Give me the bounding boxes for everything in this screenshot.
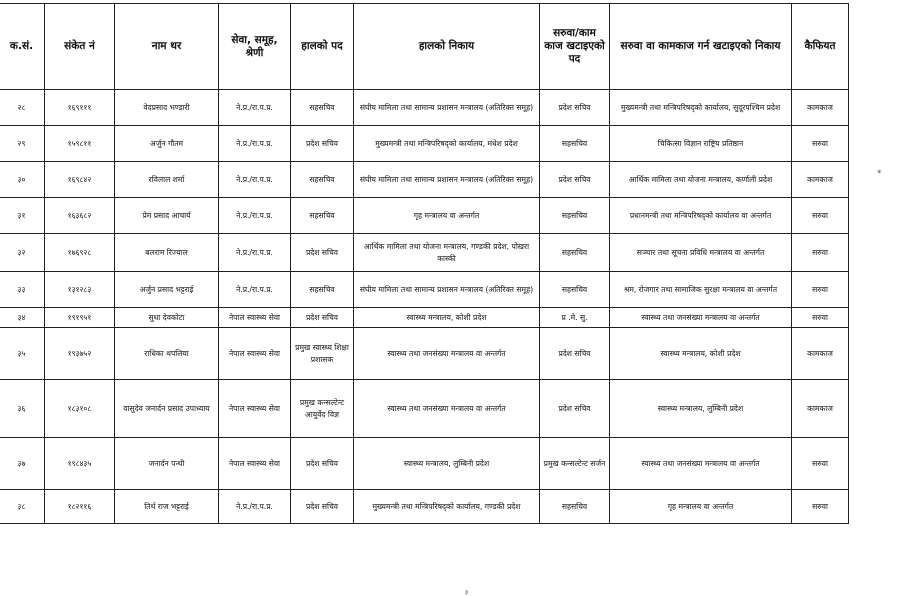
col-transfer-post-cell: प्रदेश सचिव	[540, 162, 610, 198]
col-current-office-cell: गृह मन्त्रालय वा अन्तर्गत	[354, 198, 540, 234]
col-current-office-cell: स्वास्थ्य तथा जनसंख्या मन्त्रालय वा अन्तर्गत	[354, 328, 540, 380]
col-code-cell: १९१९५१	[45, 308, 115, 328]
col-current-office-cell: संघीय मामिला तथा सामान्य प्रशासन मन्त्रालय (अतिरिक्त समूह)	[354, 162, 540, 198]
col-remarks-cell: कामकाज	[792, 162, 849, 198]
col-current-post-cell: सहसचिव	[291, 272, 354, 308]
col-transfer-office-cell: स्वास्थ्य मन्त्रालय, कोशी प्रदेश	[610, 328, 792, 380]
col-transfer-office-cell: आर्थिक मामिला तथा योजना मन्त्रालय, कर्णाली प्रदेश	[610, 162, 792, 198]
stray-asterisk: *	[877, 169, 882, 179]
col-transfer-post-cell: प्रमुख कन्सल्टेन्ट सर्जन	[540, 438, 610, 490]
table-row	[0, 162, 849, 198]
col-code-cell: १३१२८३	[45, 272, 115, 308]
col-name-cell: अर्जुन प्रसाद भट्टराई	[115, 272, 219, 308]
col-remarks-cell: सरुवा	[792, 126, 849, 162]
col-current-office-cell: स्वास्थ्य मन्त्रालय, लुम्बिनी प्रदेश	[354, 438, 540, 490]
col-current-office-cell: आर्थिक मामिला तथा योजना मन्त्रालय, गण्डकी प्रदेश, पोखरा कास्की	[354, 234, 540, 272]
table-row	[0, 198, 849, 234]
col-serial-cell: ३१	[0, 198, 45, 234]
col-transfer-office-cell: गृह मन्त्रालय वा अन्तर्गत	[610, 490, 792, 524]
col-transfer-office-cell: चिकित्सा विज्ञान राष्ट्रिय प्रतिष्ठान	[610, 126, 792, 162]
col-remarks-cell: सरुवा	[792, 438, 849, 490]
col-current-post-header: हालको पद	[291, 4, 354, 90]
col-current-post-cell: सहसचिव	[291, 162, 354, 198]
col-transfer-post-cell: सहसचिव	[540, 490, 610, 524]
col-current-post-cell: प्रदेश सचिव	[291, 126, 354, 162]
col-name-cell: जनार्दन पन्थी	[115, 438, 219, 490]
transfer-table	[0, 3, 849, 524]
col-transfer-office-cell: स्वास्थ्य तथा जनसंख्या मन्त्रालय वा अन्तर्गत	[610, 308, 792, 328]
col-transfer-post-cell: सहसचिव	[540, 126, 610, 162]
col-service-cell: ने.प्र./रा.प.प्र.	[219, 490, 291, 524]
col-transfer-post-cell: प्रदेश सचिव	[540, 328, 610, 380]
col-transfer-office-header: सरुवा वा कामकाज गर्न खटाइएको निकाय	[610, 4, 792, 90]
col-serial-header: क.सं.	[0, 4, 45, 90]
col-serial-cell: २९	[0, 126, 45, 162]
col-current-post-cell: प्रदेश सचिव	[291, 308, 354, 328]
table-row	[0, 490, 849, 524]
table-row	[0, 272, 849, 308]
col-serial-cell: २८	[0, 90, 45, 126]
col-serial-cell: ३३	[0, 272, 45, 308]
col-current-post-cell: प्रदेश सचिव	[291, 490, 354, 524]
col-transfer-office-cell: प्रधानमन्त्री तथा मन्त्रिपरिषद्को कार्यालय वा अन्तर्गत	[610, 198, 792, 234]
col-current-post-cell: सहसचिव	[291, 198, 354, 234]
col-remarks-header: कैफियत	[792, 4, 849, 90]
col-service-cell: नेपाल स्वास्थ्य सेवा	[219, 308, 291, 328]
col-serial-cell: ३७	[0, 438, 45, 490]
col-current-office-cell: संघीय मामिला तथा सामान्य प्रशासन मन्त्रालय (अतिरिक्त समूह)	[354, 272, 540, 308]
page-number: ३	[465, 589, 469, 596]
col-current-office-cell: मुख्यमन्त्री तथा मन्त्रिपरिषद्को कार्यालय, मधेश प्रदेश	[354, 126, 540, 162]
col-code-cell: १६९१११	[45, 90, 115, 126]
col-transfer-office-cell: मुख्यमन्त्री तथा मन्त्रिपरिषद्को कार्यालय, सुदूरपश्चिम प्रदेश	[610, 90, 792, 126]
table-body	[0, 90, 849, 524]
col-remarks-cell: कामकाज	[792, 90, 849, 126]
col-serial-cell: ३२	[0, 234, 45, 272]
col-current-post-cell: सहसचिव	[291, 90, 354, 126]
col-code-cell: १६३६८२	[45, 198, 115, 234]
table-row	[0, 380, 849, 438]
col-name-cell: तिर्थ राज भट्टराई	[115, 490, 219, 524]
col-transfer-post-cell: सहसचिव	[540, 234, 610, 272]
col-transfer-office-cell: स्वास्थ्य मन्त्रालय, लुम्बिनी प्रदेश	[610, 380, 792, 438]
col-remarks-cell: सरुवा	[792, 490, 849, 524]
col-code-cell: १६९८४२	[45, 162, 115, 198]
table-row	[0, 438, 849, 490]
col-code-cell: १९८४३५	[45, 438, 115, 490]
col-name-cell: सुधा देवकोटा	[115, 308, 219, 328]
col-code-cell: १९३७५२	[45, 328, 115, 380]
col-name-cell: प्रेम प्रसाद आचार्य	[115, 198, 219, 234]
col-serial-cell: ३४	[0, 308, 45, 328]
col-transfer-post-cell: प्र .मे. सु.	[540, 308, 610, 328]
col-current-office-cell: स्वास्थ्य मन्त्रालय, कोशी प्रदेश	[354, 308, 540, 328]
col-current-post-cell: प्रमुख कन्सल्टेन्ट आयुर्वेद विज्ञ	[291, 380, 354, 438]
col-serial-cell: ३६	[0, 380, 45, 438]
col-service-cell: ने.प्र./रा.प.प्र.	[219, 198, 291, 234]
table-row	[0, 308, 849, 328]
col-name-cell: अर्जुन गौतम	[115, 126, 219, 162]
table-header-row	[0, 4, 849, 90]
col-serial-cell: ३५	[0, 328, 45, 380]
col-transfer-post-header: सरुवा/काम काज खटाइएको पद	[540, 4, 610, 90]
col-remarks-cell: कामकाज	[792, 328, 849, 380]
col-code-cell: १५९८११	[45, 126, 115, 162]
col-current-office-cell: संघीय मामिला तथा सामान्य प्रशासन मन्त्रालय (अतिरिक्त समूह)	[354, 90, 540, 126]
col-service-cell: नेपाल स्वास्थ्य सेवा	[219, 438, 291, 490]
col-transfer-post-cell: प्रदेश सचिव	[540, 90, 610, 126]
col-remarks-cell: सरुवा	[792, 198, 849, 234]
col-transfer-office-cell: सञ्चार तथा सूचना प्रविधि मन्त्रालय वा अन्तर्गत	[610, 234, 792, 272]
col-serial-cell: ३८	[0, 490, 45, 524]
col-code-header: संकेत नं	[45, 4, 115, 90]
table-row	[0, 126, 849, 162]
col-current-post-cell: प्रदेश सचिव	[291, 234, 354, 272]
col-name-cell: वेदप्रसाद भण्डारी	[115, 90, 219, 126]
col-transfer-post-cell: प्रदेश सचिव	[540, 380, 610, 438]
col-current-office-header: हालको निकाय	[354, 4, 540, 90]
table-row	[0, 234, 849, 272]
col-name-cell: बलराम रिज्याल	[115, 234, 219, 272]
col-remarks-cell: सरुवा	[792, 234, 849, 272]
col-name-cell: वासुदेव जनार्दन प्रसाद उपाध्याय	[115, 380, 219, 438]
col-service-cell: नेपाल स्वास्थ्य सेवा	[219, 380, 291, 438]
col-service-header: सेवा, समूह, श्रेणी	[219, 4, 291, 90]
col-service-cell: ने.प्र./रा.प.प्र.	[219, 234, 291, 272]
col-name-header: नाम थर	[115, 4, 219, 90]
col-code-cell: १७६९२८	[45, 234, 115, 272]
col-service-cell: ने.प्र./रा.प.प्र.	[219, 162, 291, 198]
col-service-cell: नेपाल स्वास्थ्य सेवा	[219, 328, 291, 380]
col-current-post-cell: प्रमुख स्वास्थ्य शिक्षा प्रशासक	[291, 328, 354, 380]
col-remarks-cell: सरुवा	[792, 308, 849, 328]
col-current-office-cell: स्वास्थ्य तथा जनसंख्या मन्त्रालय वा अन्तर्गत	[354, 380, 540, 438]
col-name-cell: रविलाल शर्मा	[115, 162, 219, 198]
table-row	[0, 90, 849, 126]
col-remarks-cell: सरुवा	[792, 272, 849, 308]
col-current-office-cell: मुख्यमन्त्री तथा मन्त्रिपरिषद्को कार्यालय, गण्डकी प्रदेश	[354, 490, 540, 524]
col-transfer-office-cell: स्वास्थ्य तथा जनसंख्या मन्त्रालय वा अन्तर्गत	[610, 438, 792, 490]
col-transfer-post-cell: सहसचिव	[540, 272, 610, 308]
col-transfer-post-cell: सहसचिव	[540, 198, 610, 234]
col-service-cell: ने.प्र./रा.प.प्र.	[219, 272, 291, 308]
col-remarks-cell: कामकाज	[792, 380, 849, 438]
col-serial-cell: ३०	[0, 162, 45, 198]
col-code-cell: १८३१०८	[45, 380, 115, 438]
col-name-cell: राधिका थपलिया	[115, 328, 219, 380]
table-row	[0, 328, 849, 380]
col-service-cell: ने.प्र./रा.प.प्र.	[219, 90, 291, 126]
col-current-post-cell: प्रदेश सचिव	[291, 438, 354, 490]
col-service-cell: ने.प्र./रा.प.प्र.	[219, 126, 291, 162]
col-code-cell: १८२११६	[45, 490, 115, 524]
col-transfer-office-cell: श्रम, रोजगार तथा सामाजिक सुरक्षा मन्त्रालय वा अन्तर्गत	[610, 272, 792, 308]
